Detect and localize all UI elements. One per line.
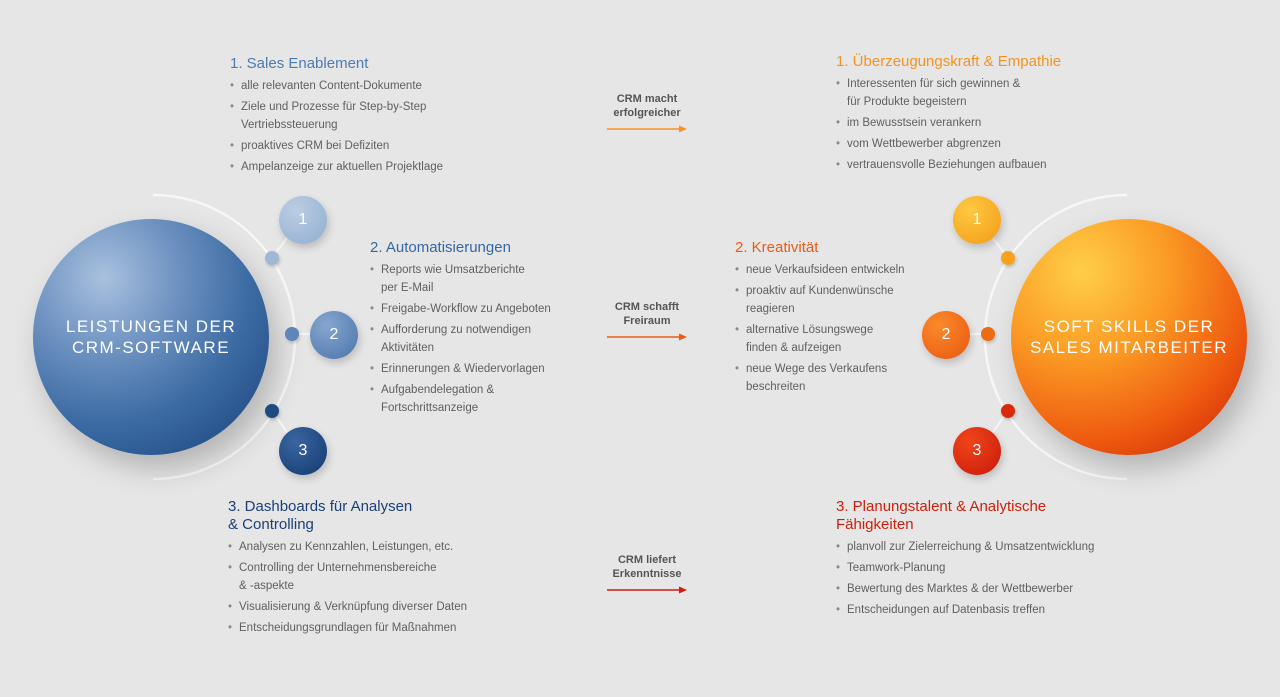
list-item: • planvoll zur Zielerreichung & Umsatzentwicklung: [836, 538, 1156, 556]
left-section-3: [228, 498, 528, 640]
list-item: • proaktiv auf Kundenwünsche reagieren: [735, 282, 935, 318]
left-number-3: 3: [279, 427, 327, 475]
list-item: • im Bewusstsein verankern: [836, 114, 1136, 132]
list-item: • Ampelanzeige zur aktuellen Projektlage: [230, 158, 530, 176]
right-number-1: 1: [953, 196, 1001, 244]
left-circle-line1: LEISTUNGEN DER: [65, 317, 237, 336]
arrow-right-icon: [607, 332, 687, 342]
right-circle-line2: SALES MITARBEITER: [1029, 338, 1229, 357]
list-item: • alternative Lösungswege finden & aufzeigen: [735, 321, 935, 357]
list-item: • Bewertung des Marktes & der Wettbewerber: [836, 580, 1156, 598]
right-number-2: 2: [922, 311, 970, 359]
arrow-3-line1: CRM liefert: [617, 554, 677, 566]
list-item: • Reports wie Umsatzberichte per E-Mail: [370, 261, 590, 297]
arrow-right-icon: [607, 585, 687, 595]
list-item: • Entscheidungsgrundlagen für Maßnahmen: [228, 619, 528, 637]
arrow-1-line1: CRM macht: [616, 93, 678, 105]
left-number-1: 1: [279, 196, 327, 244]
list-item: • vom Wettbewerber abgrenzen: [836, 135, 1136, 153]
arrow-2-line2: Freiraum: [623, 315, 671, 327]
list-item: • vertrauensvolle Beziehungen aufbauen: [836, 156, 1136, 174]
arrow-2: [607, 300, 687, 342]
list-item: • Teamwork-Planung: [836, 559, 1156, 577]
list-item: • neue Wege des Verkaufens beschreiten: [735, 360, 935, 396]
left-dot-2: [285, 327, 299, 341]
arrow-1: [607, 92, 687, 134]
arrow-2-line1: CRM schafft: [614, 301, 680, 313]
right-section-1: [836, 53, 1136, 177]
right-section-3: [836, 498, 1156, 622]
list-item: • Ziele und Prozesse für Step-by-Step Vertriebssteuerung: [230, 98, 530, 134]
list-item: • alle relevanten Content-Dokumente: [230, 77, 530, 95]
list-item: • neue Verkaufsideen entwickeln: [735, 261, 935, 279]
list-item: • Controlling der Unternehmensbereiche & -aspekte: [228, 559, 528, 595]
right-dot-1: [1001, 251, 1015, 265]
arrow-right-icon: [607, 124, 687, 134]
list-item: • proaktives CRM bei Defiziten: [230, 137, 530, 155]
right-section-2-title: 2. Kreativität: [735, 239, 819, 256]
left-circle-line2: CRM-SOFTWARE: [71, 338, 231, 357]
list-item: • Visualisierung & Verknüpfung diverser Daten: [228, 598, 528, 616]
list-item: • Interessenten für sich gewinnen & für Produkte begeistern: [836, 75, 1136, 111]
arrow-1-line2: erfolgreicher: [613, 107, 681, 119]
list-item: • Freigabe-Workflow zu Angeboten: [370, 300, 590, 318]
left-section-2-title: 2. Automatisierungen: [370, 239, 511, 256]
list-item: • Aufforderung zu notwendigen Aktivitäten: [370, 321, 590, 357]
list-item: • Entscheidungen auf Datenbasis treffen: [836, 601, 1156, 619]
list-item: • Aufgabendelegation & Fortschrittsanzeige: [370, 381, 590, 417]
right-section-2: [735, 239, 935, 399]
arrow-3-line2: Erkenntnisse: [612, 568, 682, 580]
left-main-circle: [33, 219, 269, 455]
right-circle-line1: SOFT SKILLS DER: [1043, 317, 1215, 336]
left-section-2: [370, 239, 590, 420]
arrow-3: [607, 553, 687, 595]
right-section-1-title: 1. Überzeugungskraft & Empathie: [836, 53, 1062, 70]
left-dot-3: [265, 404, 279, 418]
left-number-2: 2: [310, 311, 358, 359]
left-section-3-title: 3. Dashboards für Analysen & Controlling: [228, 498, 413, 533]
right-dot-2: [981, 327, 995, 341]
left-section-1: [230, 55, 530, 179]
list-item: • Analysen zu Kennzahlen, Leistungen, etc.: [228, 538, 528, 556]
left-dot-1: [265, 251, 279, 265]
right-main-circle: [1011, 219, 1247, 455]
right-number-3: 3: [953, 427, 1001, 475]
right-dot-3: [1001, 404, 1015, 418]
left-section-1-title: 1. Sales Enablement: [230, 55, 369, 72]
list-item: • Erinnerungen & Wiedervorlagen: [370, 360, 590, 378]
right-section-3-title: 3. Planungstalent & Analytische Fähigkeiten: [836, 498, 1047, 533]
